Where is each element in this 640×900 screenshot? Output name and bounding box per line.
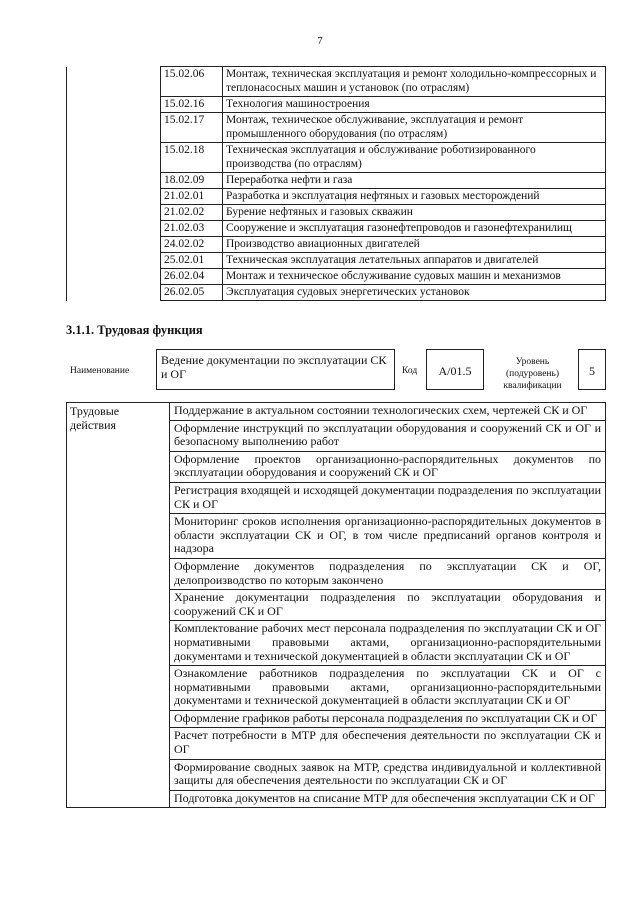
specialty-row <box>67 173 606 189</box>
specialty-code: 15.02.16 <box>161 97 223 113</box>
labor-action-item: Оформление документов подразделения по эксплуатации СК и ОГ, делопроизводство по которым закончено <box>170 558 606 589</box>
specialty-code: 21.02.01 <box>161 189 223 205</box>
specialty-name: Технология машиностроения <box>223 97 606 113</box>
specialty-row <box>67 253 606 269</box>
specialty-row <box>67 67 606 97</box>
labor-action-item: Ознакомление работников подразделения по эксплуатации СК и ОГ с нормативными правовыми актами, организационно-распорядительными документами и технической документацией в области эксплуатации СК и ОГ <box>170 666 606 711</box>
specialty-row <box>67 113 606 143</box>
labor-action-item: Формирование сводных заявок на МТР, средства индивидуальной и коллективной защиты для обеспечения деятельности по эксплуатации СК и ОГ <box>170 759 606 790</box>
labor-action-item: Оформление инструкций по эксплуатации оборудования и сооружений СК и ОГ и безопасному выполнению работ <box>170 420 606 451</box>
specialty-code: 15.02.18 <box>161 143 223 173</box>
function-name-value: Ведение документации по эксплуатации СК и ОГ <box>156 349 395 390</box>
page-number: 7 <box>317 35 323 47</box>
blank-cell <box>67 269 161 285</box>
specialty-code: 26.02.04 <box>161 269 223 285</box>
specialty-code: 24.02.02 <box>161 237 223 253</box>
qualification-level-label: Уровень (подуровень) квалификации <box>503 357 562 391</box>
labor-actions-table <box>66 402 606 808</box>
labor-action-item: Мониторинг сроков исполнения организационно-распорядительных документов в области эксплуатации СК и ОГ, в том числе предписаний органов контроля и надзора <box>170 514 606 559</box>
specialty-code: 21.02.03 <box>161 221 223 237</box>
specialty-name: Техническая эксплуатация и обслуживание роботизированного производства (по отраслям) <box>223 143 606 173</box>
labor-action-item: Подготовка документов на списание МТР для обеспечения эксплуатации СК и ОГ <box>170 790 606 808</box>
labor-action-item: Комплектование рабочих мест персонала подразделения по эксплуатации СК и ОГ нормативными правовыми актами, организационно-распорядительными документами и технической документацией в области эксплуатации СК и ОГ <box>170 621 606 666</box>
specialty-name: Разработка и эксплуатация нефтяных и газовых месторождений <box>223 189 606 205</box>
specialty-code: 21.02.02 <box>161 205 223 221</box>
function-code-value: А/01.5 <box>426 349 484 390</box>
blank-cell <box>67 253 161 269</box>
blank-cell <box>67 285 161 301</box>
labor-action-item: Расчет потребности в МТР для обеспечения деятельности по эксплуатации СК и ОГ <box>170 728 606 759</box>
section-title: 3.1.1. Трудовая функция <box>66 323 203 337</box>
qualification-level-value: 5 <box>578 349 606 390</box>
blank-cell <box>67 97 161 113</box>
function-name-label: Наименование <box>70 366 130 376</box>
labor-action-item: Регистрация входящей и исходящей документации подразделения по эксплуатации СК и ОГ <box>170 482 606 513</box>
function-code-label: Код <box>402 366 418 376</box>
specialty-code: 15.02.17 <box>161 113 223 143</box>
specialty-code: 26.02.05 <box>161 285 223 301</box>
specialties-table <box>66 66 606 301</box>
specialty-name: Монтаж и техническое обслуживание судовых машин и механизмов <box>223 269 606 285</box>
blank-cell <box>67 113 161 143</box>
specialty-name: Эксплуатация судовых энергетических установок <box>223 285 606 301</box>
specialty-name: Переработка нефти и газа <box>223 173 606 189</box>
labor-action-item: Оформление проектов организационно-распорядительных документов по эксплуатации оборудования и сооружений СК и ОГ <box>170 451 606 482</box>
labor-action-row <box>67 403 606 421</box>
specialty-row <box>67 97 606 113</box>
labor-actions-category: Трудовые действия <box>67 403 170 808</box>
specialty-row <box>67 143 606 173</box>
specialty-name: Бурение нефтяных и газовых скважин <box>223 205 606 221</box>
specialty-code: 25.02.01 <box>161 253 223 269</box>
specialty-row <box>67 221 606 237</box>
specialty-name: Производство авиационных двигателей <box>223 237 606 253</box>
specialty-row <box>67 205 606 221</box>
specialty-code: 18.02.09 <box>161 173 223 189</box>
blank-cell <box>67 189 161 205</box>
blank-cell <box>67 221 161 237</box>
blank-cell <box>67 237 161 253</box>
specialty-name: Сооружение и эксплуатация газонефтепроводов и газонефтехранилищ <box>223 221 606 237</box>
blank-cell <box>67 143 161 173</box>
specialty-code: 15.02.06 <box>161 67 223 97</box>
specialty-name: Монтаж, техническая эксплуатация и ремонт холодильно-компрессорных и теплонасосных машин и установок (по отраслям) <box>223 67 606 97</box>
specialty-name: Техническая эксплуатация летательных аппаратов и двигателей <box>223 253 606 269</box>
blank-cell <box>67 205 161 221</box>
specialty-name: Монтаж, техническое обслуживание, эксплуатация и ремонт промышленного оборудования (по отраслям) <box>223 113 606 143</box>
specialty-row <box>67 237 606 253</box>
blank-cell <box>67 67 161 97</box>
specialty-row <box>67 189 606 205</box>
specialty-row <box>67 285 606 301</box>
labor-action-item: Хранение документации подразделения по эксплуатации оборудования и сооружений СК и ОГ <box>170 590 606 621</box>
labor-action-item: Оформление графиков работы персонала подразделения по эксплуатации СК и ОГ <box>170 710 606 728</box>
specialty-row <box>67 269 606 285</box>
labor-action-item: Поддержание в актуальном состоянии технологических схем, чертежей СК и ОГ <box>170 403 606 421</box>
blank-cell <box>67 173 161 189</box>
